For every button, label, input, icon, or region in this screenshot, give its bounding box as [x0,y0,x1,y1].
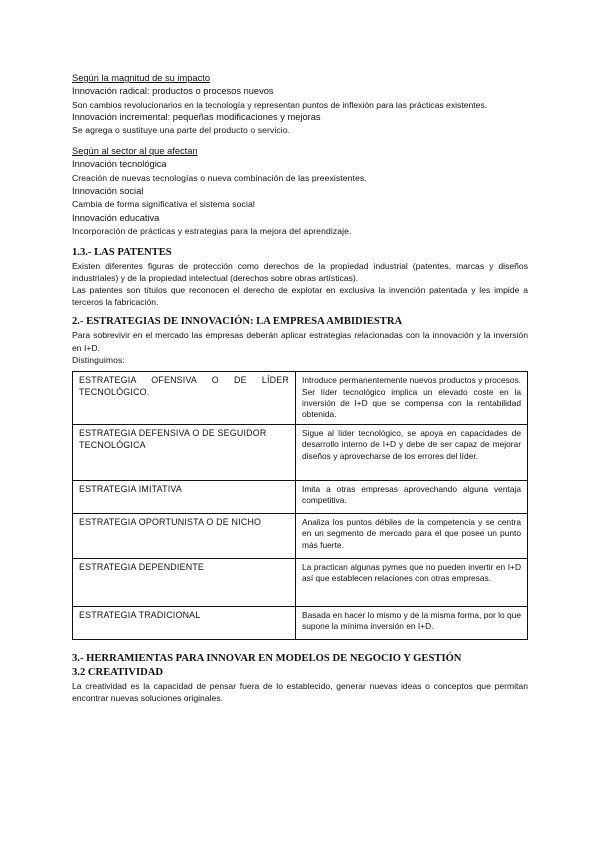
strategy-desc: Imita a otras empresas aprovechando alguna ventaja competitiva. [296,481,528,514]
herramientas-heading: 3.- HERRAMIENTAS PARA INNOVAR EN MODELOS DE NEGOCIO Y GESTIÓN [72,653,462,665]
strategy-desc: Analiza los puntos débiles de la competencia y se centra en un segmento de mercado para el que posee un punto más fuerte. [296,514,528,559]
patentes-heading: 1.3.- LAS PATENTES [72,246,172,258]
estrategias-heading: 2.- ESTRATEGIAS DE INNOVACIÓN: LA EMPRESA AMBIDIESTRA [72,316,403,328]
social-title: Innovación social [72,186,144,197]
creatividad-p1: La creatividad es la capacidad de pensar fuera de lo establecido, generar nuevas ideas o conceptos que permitan encontrar nuevas soluciones originales. [72,681,528,704]
social-desc: Cambia de forma significativa el sistema social [72,199,255,210]
incremental-title: Innovación incremental: pequeñas modificaciones y mejoras [72,112,321,123]
table-row [73,514,528,559]
strategy-desc: La practican algunas pymes que no pueden invertir en I+D así que establecen relaciones con otras empresas. [296,559,528,607]
edu-title: Innovación educativa [72,212,160,223]
creatividad-heading: 3.2 CREATIVIDAD [72,667,164,679]
distinguimos-label: Distinguimos: [72,354,125,365]
table-row [73,607,528,640]
strategy-desc: Sigue al líder tecnológico, se apoya en capacidades de desarrollo interno de I+D y debe de ser capaz de mejorar diseños y aprovecharse de los errores del líder. [296,425,528,481]
magnitud-heading: Según la magnitud de su impacto [72,73,210,83]
strategy-name: ESTRATEGIA OPORTUNISTA O DE NICHO [73,514,296,559]
strategy-name: ESTRATEGIA IMITATIVA [73,481,296,514]
incremental-desc: Se agrega o sustituye una parte del producto o servicio. [72,125,291,136]
table-row [73,372,528,425]
strategies-table [72,371,528,640]
strategy-name: ESTRATEGIA DEFENSIVA O DE SEGUIDOR TECNOLÓGICA [73,425,296,481]
document-page [72,72,528,705]
strategy-name: ESTRATEGIA TRADICIONAL [73,607,296,640]
patentes-p1: Existen diferentes figuras de protección como derechos de la propiedad industrial (patentes, marcas y diseños industriales) y de la propiedad intelectual (derechos sobre obras artísticas). [72,260,528,283]
radical-title: Innovación radical: productos o procesos nuevos [72,86,274,97]
strategy-name: ESTRATEGIA OFENSIVA O DE LÍDER TECNOLÓGICO. [73,372,296,425]
tech-desc: Creación de nuevas tecnologías o nueva combinación de las preexistentes. [72,172,367,183]
tech-title: Innovación tecnológica [72,159,167,170]
estrategias-intro: Para sobrevivir en el mercado las empresas deberán aplicar estrategias relacionadas con la innovación y la inversión en I+D. [72,330,528,353]
table-row [73,481,528,514]
strategy-name: ESTRATEGIA DEPENDIENTE [73,559,296,607]
sector-heading: Según al sector al que afectan [72,145,198,156]
table-row [73,425,528,481]
edu-desc: Incorporación de prácticas y estrategias para la mejora del aprendizaje. [72,226,352,237]
patentes-p2: Las patentes son títulos que reconocen el derecho de explotar en exclusiva la invención patentada y les impide a terceros la fabricación. [72,285,528,308]
radical-desc: Son cambios revolucionarios en la tecnología y representan puntos de inflexión para las prácticas existentes. [72,99,488,110]
table-row [73,559,528,607]
strategy-desc: Basada en hacer lo mismo y de la misma forma, por lo que supone la mínima inversión en I+D. [296,607,528,640]
strategy-desc: Introduce permanentemente nuevos productos y procesos. Ser líder tecnológico implica un elevado coste en la inversión de I+D que se compensa con la rentabilidad obtenida. [296,372,528,425]
